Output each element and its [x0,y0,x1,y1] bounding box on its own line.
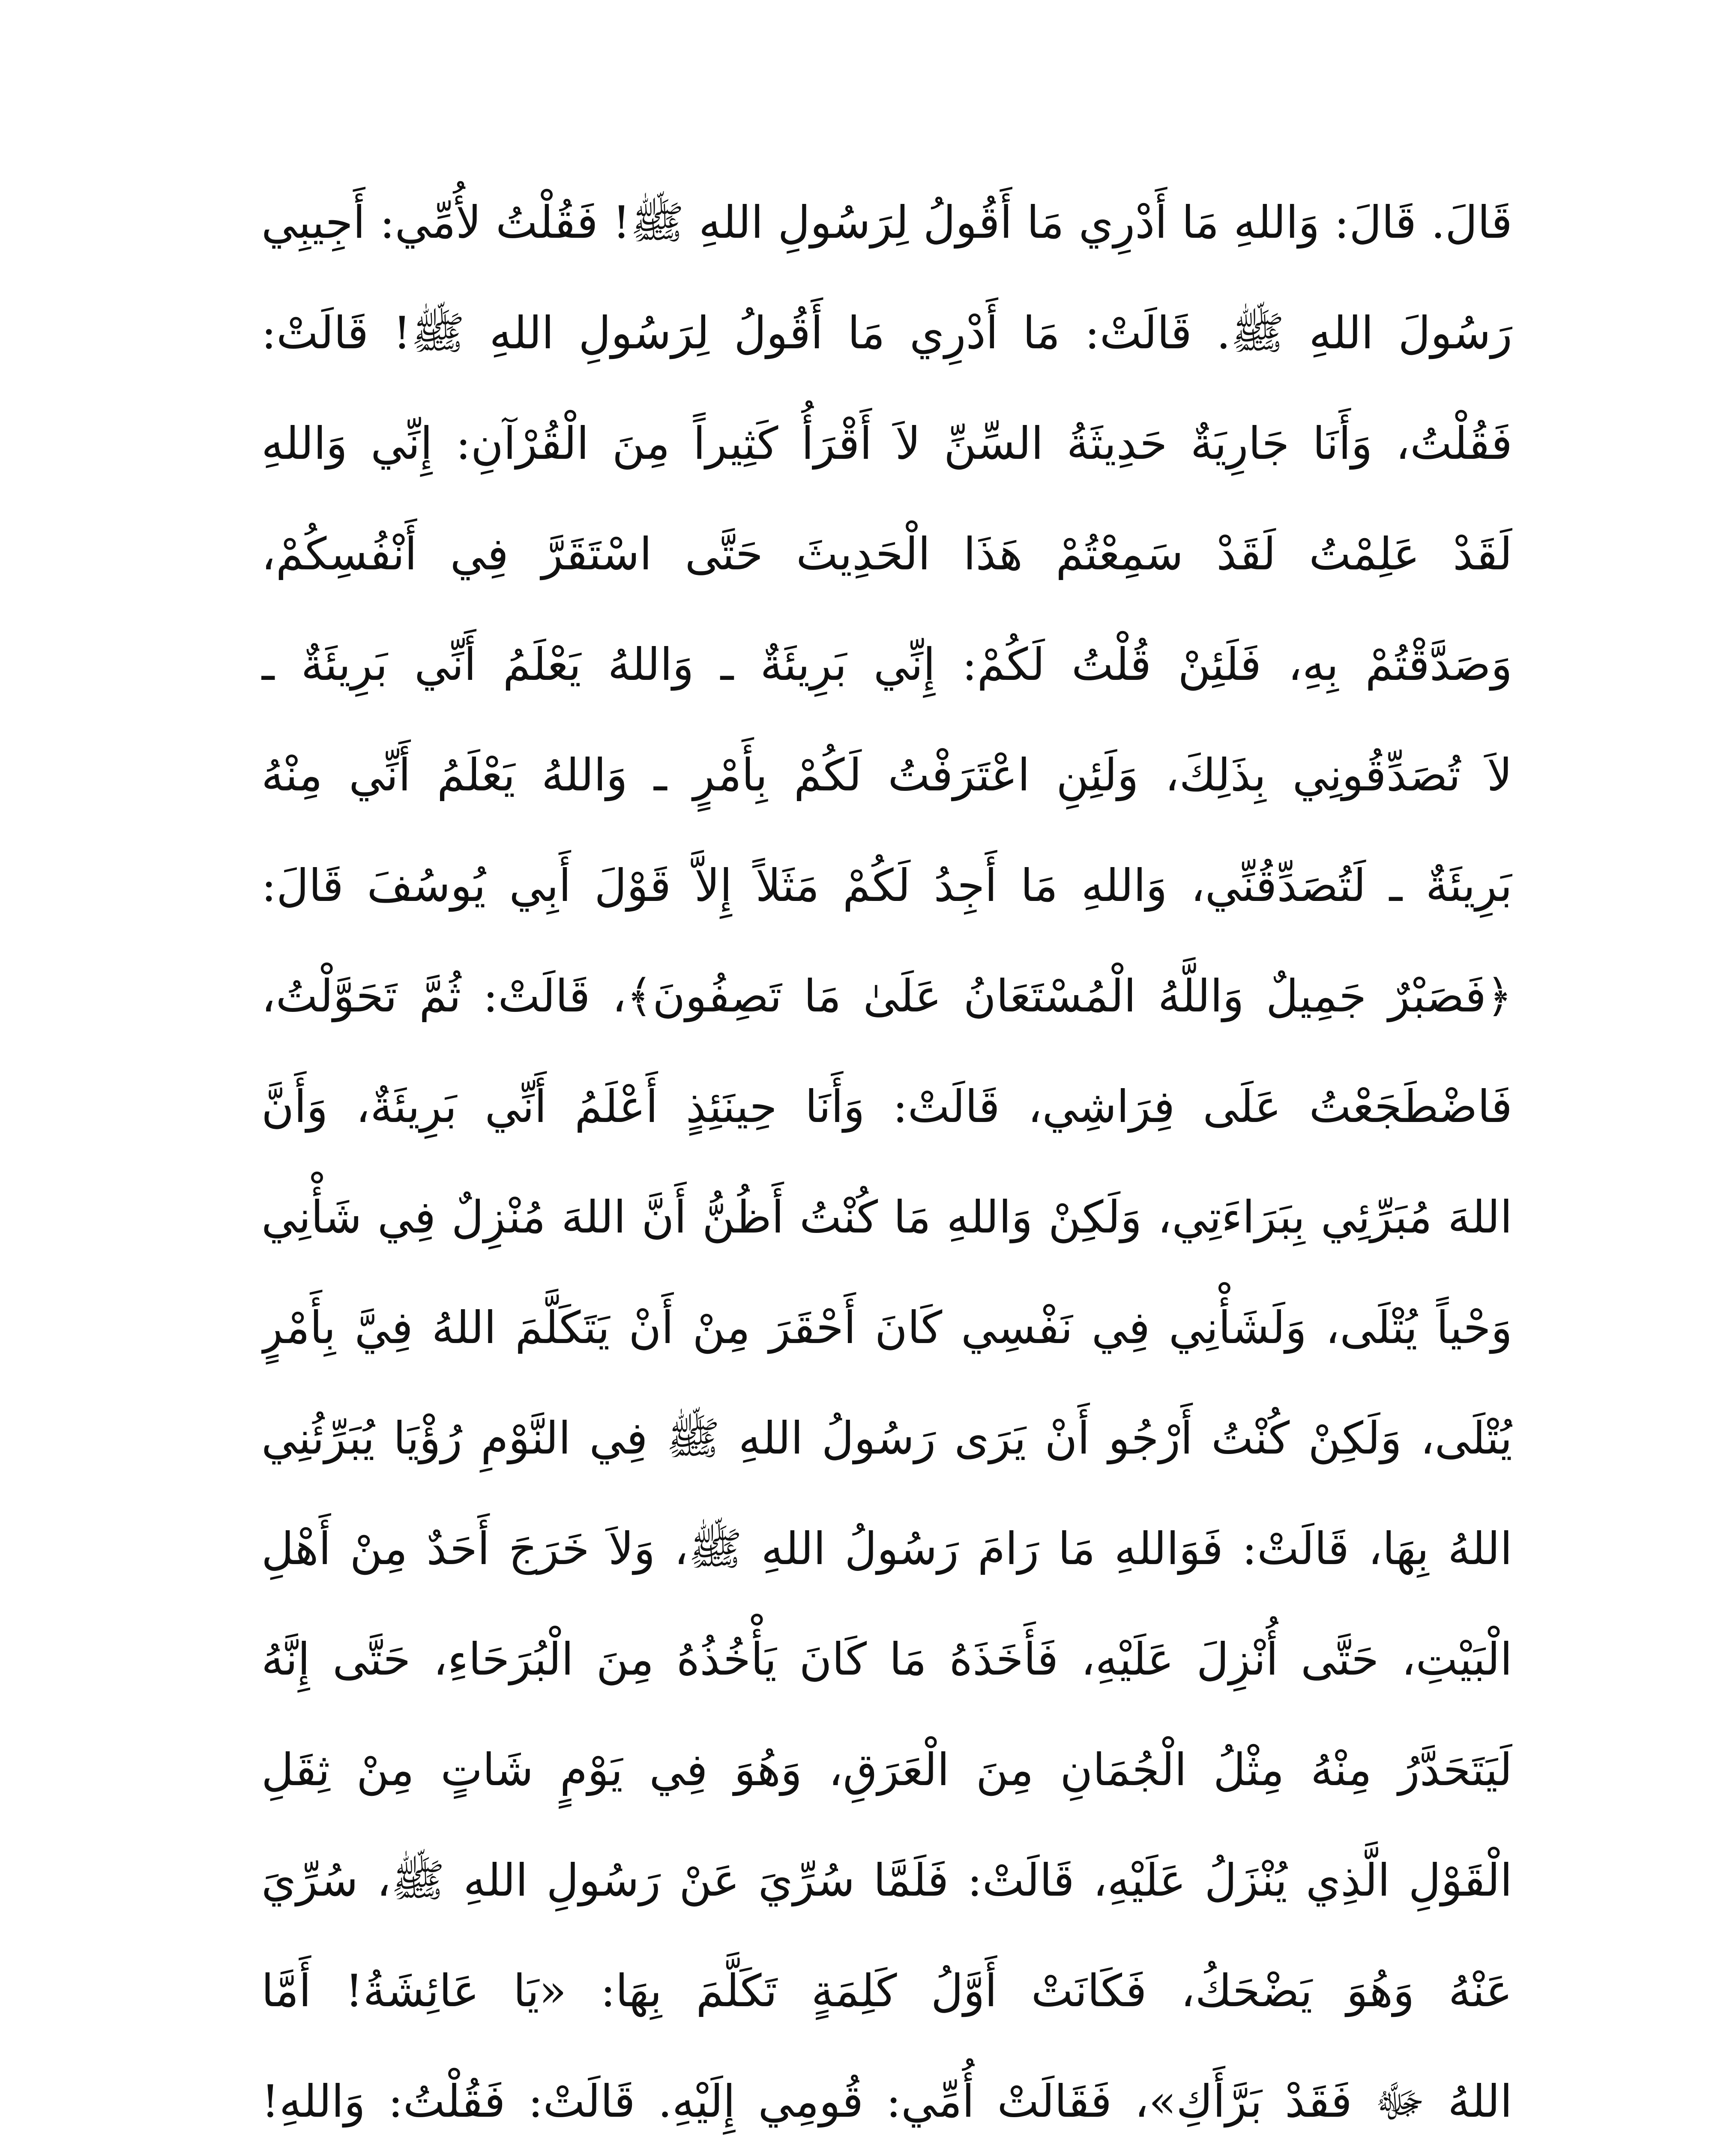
text-line: لَقَدْ عَلِمْتُ لَقَدْ سَمِعْتُمْ هَذَا الْحَدِيثَ حَتَّى اسْتَقَرَّ فِي أَنْفُسِكُمْ، [261,528,1512,580]
text-line: وَصَدَّقْتُمْ بِهِ، فَلَئِنْ قُلْتُ لَكُمْ: إِنِّي بَرِيئَةٌ ـ وَاللهُ يَعْلَمُ أَنِّي بَرِيئَةٌ ـ [261,638,1512,691]
text-line: الْبَيْتِ، حَتَّى أُنْزِلَ عَلَيْهِ، فَأَخَذَهُ مَا كَانَ يَأْخُذُهُ مِنَ الْبُرَحَاءِ، حَتَّى إِنَّهُ [261,1633,1512,1685]
text-line: فَقُلْتُ، وَأَنَا جَارِيَةٌ حَدِيثَةُ السِّنِّ لاَ أَقْرَأُ كَثِيراً مِنَ الْقُرْآنِ: إِنِّي وَاللهِ [261,417,1512,470]
quran-verse-line: ﴿فَصَبْرٌ جَمِيلٌ وَاللَّهُ الْمُسْتَعَانُ عَلَىٰ مَا تَصِفُونَ﴾، قَالَتْ: ثُمَّ تَحَوَّلْتُ، [261,970,1512,1022]
text-line: عَنْهُ وَهُوَ يَضْحَكُ، فَكَانَتْ أَوَّلُ كَلِمَةٍ تَكَلَّمَ بِهَا: «يَا عَائِشَةُ! أَمَّا [261,1965,1512,2017]
text-line: يُتْلَى، وَلَكِنْ كُنْتُ أَرْجُو أَنْ يَرَى رَسُولُ اللهِ ﷺ فِي النَّوْمِ رُؤْيَا يُبَرِّئُنِي [261,1412,1512,1464]
text-line: بَرِيئَةٌ ـ لَتُصَدِّقُنِّي، وَاللهِ مَا أَجِدُ لَكُمْ مَثَلاً إِلاَّ قَوْلَ أَبِي يُوسُفَ قَالَ: [261,859,1512,912]
body-text [261,167,1512,2142]
text-line: وَحْياً يُتْلَى، وَلَشَأْنِي فِي نَفْسِي كَانَ أَحْقَرَ مِنْ أَنْ يَتَكَلَّمَ اللهُ فِيَّ بِأَمْرٍ [261,1301,1512,1354]
text-line: رَسُولَ اللهِ ﷺ. قَالَتْ: مَا أَدْرِي مَا أَقُولُ لِرَسُولِ اللهِ ﷺ! قَالَتْ: [261,307,1512,359]
text-line: الْقَوْلِ الَّذِي يُنْزَلُ عَلَيْهِ، قَالَتْ: فَلَمَّا سُرِّيَ عَنْ رَسُولِ اللهِ ﷺ، سُرِّيَ [261,1854,1512,1906]
text-line: اللهَ مُبَرِّئِي بِبَرَاءَتِي، وَلَكِنْ وَاللهِ مَا كُنْتُ أَظُنُّ أَنَّ اللهَ مُنْزِلٌ فِي شَأْنِي [261,1191,1512,1243]
text-line: قَالَ. قَالَ: وَاللهِ مَا أَدْرِي مَا أَقُولُ لِرَسُولِ اللهِ ﷺ! فَقُلْتُ لأُمِّي: أَجِيبِي [261,196,1512,248]
text-line: اللهُ بِهَا، قَالَتْ: فَوَاللهِ مَا رَامَ رَسُولُ اللهِ ﷺ، وَلاَ خَرَجَ أَحَدٌ مِنْ أَهْلِ [261,1523,1512,1575]
text-line: لاَ تُصَدِّقُونِي بِذَلِكَ، وَلَئِنِ اعْتَرَفْتُ لَكُمْ بِأَمْرٍ ـ وَاللهُ يَعْلَمُ أَنِّي مِنْهُ [261,749,1512,801]
text-line: لَيَتَحَدَّرُ مِنْهُ مِثْلُ الْجُمَانِ مِنَ الْعَرَقِ، وَهُوَ فِي يَوْمٍ شَاتٍ مِنْ ثِقَلِ [261,1744,1512,1796]
text-line: اللهُ ﷻ فَقَدْ بَرَّأَكِ»، فَقَالَتْ أُمِّي: قُومِي إِلَيْهِ. قَالَتْ: فَقُلْتُ: وَاللهِ! [261,2075,1512,2127]
text-line: فَاضْطَجَعْتُ عَلَى فِرَاشِي، قَالَتْ: وَأَنَا حِينَئِذٍ أَعْلَمُ أَنِّي بَرِيئَةٌ، وَأَنَّ [261,1080,1512,1133]
